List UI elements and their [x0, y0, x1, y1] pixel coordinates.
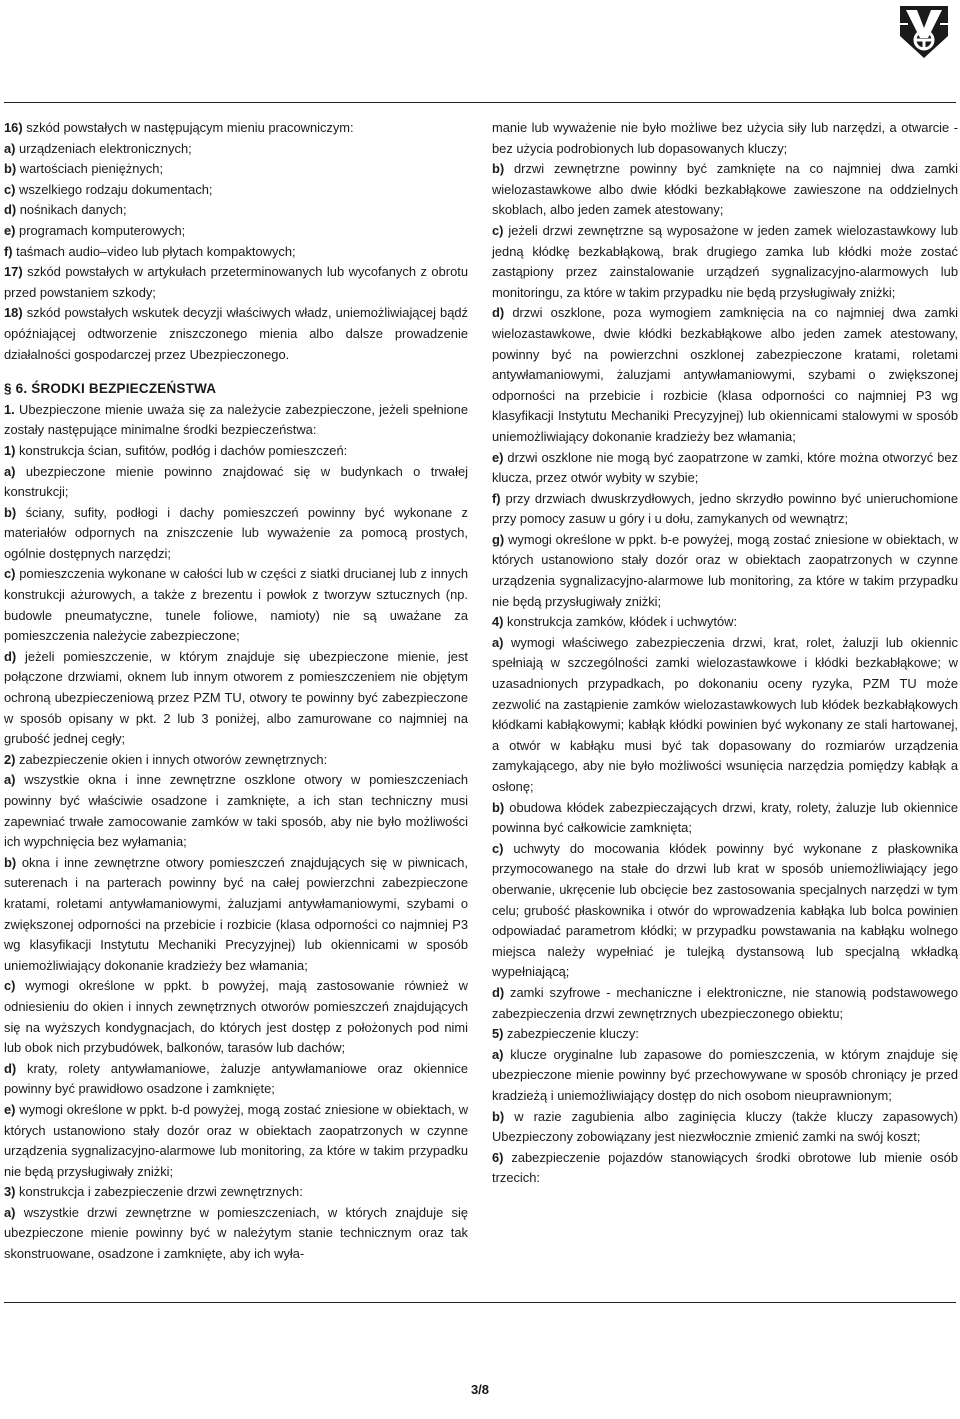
item-label: b) — [492, 1108, 505, 1124]
paragraph — [492, 633, 958, 798]
paragraph — [4, 400, 468, 441]
paragraph — [4, 853, 468, 977]
item-label: a) — [4, 463, 16, 479]
item-label: g) — [492, 531, 505, 547]
paragraph — [492, 448, 958, 489]
item-text: wszystkie drzwi zewnętrzne w pomieszczeniach, w których znajduje się ubezpieczone mienie powinny być w należytym stanie technicznym oraz tak skonstruowane, osadzone i zamknięte, aby ich wyła- — [4, 1204, 468, 1262]
item-label: a) — [492, 634, 504, 650]
section-heading: § 6. ŚRODKI BEZPIECZEŃSTWA — [4, 381, 217, 397]
item-text: wymogi właściwego zabezpieczenia drzwi, krat, rolet, żaluzji lub okiennic spełniają w szczególności zamki wielozastawkowe i kłódki bezkabłąkowe; w uzasadnionych przypadkach, po dokonaniu oceny ryzyka, PZM TU może zezwolić na zastąpienie zamków wielozastawkowych lub kłódek bezkabłąkowych kłódkami kabłąkowymi; kabłąk kłódki powinien być wykonany ze stali hartowanej, a otwór w kabłąku musi być tak dopasowany do rozmiarów urządzenia zamykającego, aby nie było możliwości wsunięcia narzędzia pomiędzy kabłąk a osłonę; — [492, 634, 958, 794]
item-text: urządzeniach elektronicznych; — [15, 140, 192, 156]
item-label: d) — [492, 984, 505, 1000]
item-text: Ubezpieczone mienie uważa się za należycie zabezpieczone, jeżeli spełnione zostały następujące minimalne środki bezpieczeństwa: — [4, 401, 468, 438]
paragraph — [492, 798, 958, 839]
item-label: d) — [4, 648, 17, 664]
item-text: taśmach audio–video lub płytach kompaktowych; — [12, 243, 296, 259]
item-label: b) — [492, 799, 505, 815]
paragraph — [4, 262, 468, 303]
item-text: wszelkiego rodzaju dokumentach; — [15, 181, 213, 197]
right-column — [492, 118, 958, 1189]
item-text: konstrukcja ścian, sufitów, podłóg i dachów pomieszczeń: — [15, 442, 348, 458]
item-label: c) — [492, 222, 504, 238]
item-text: manie lub wyważenie nie było możliwe bez użycia siły lub narzędzi, a otwarcie - bez użycia podrobionych lub dopasowanych kluczy; — [492, 120, 958, 156]
item-text: wartościach pieniężnych; — [16, 161, 164, 177]
paragraph — [492, 1024, 958, 1045]
paragraph — [4, 976, 468, 1058]
item-label: 1. — [4, 401, 15, 417]
paragraph — [4, 441, 468, 462]
item-text: zabezpieczenie pojazdów stanowiących środki obrotowe lub mienie osób trzecich: — [492, 1149, 958, 1186]
item-label: d) — [4, 202, 17, 218]
item-text: konstrukcja zamków, kłódek i uchwytów: — [503, 614, 738, 630]
item-text: wszystkie okna i inne zewnętrzne oszklone otwory w pomieszczeniach powinny być właściwie osadzone i zamknięte, a ich stan techniczny musi zapewniać trwałe zamocowanie zamków w taki sposób, aby nie było możliwości ich wypchnięcia bez wyłamania; — [4, 772, 468, 850]
paragraph — [4, 200, 468, 221]
paragraph — [492, 221, 958, 303]
item-text: zabezpieczenie kluczy: — [503, 1026, 639, 1042]
item-text: klucze oryginalne lub zapasowe do pomieszczenia, w którym znajduje się ubezpieczone mienie powinny być przechowywane w sposób chroniący je przed kradzieżą i uniemożliwiający dostęp do nich osobom nieuprawnionym; — [492, 1046, 958, 1103]
item-label: e) — [4, 222, 16, 238]
page-number: 3/8 — [470, 1382, 490, 1397]
item-label: 3) — [4, 1184, 16, 1200]
paragraph — [492, 612, 958, 633]
item-text: nośnikach danych; — [16, 202, 127, 218]
paragraph — [492, 489, 958, 530]
paragraph — [4, 118, 468, 139]
paragraph — [4, 159, 468, 180]
item-text: drzwi zewnętrzne powinny być zamknięte na co najmniej dwa zamki wielozastawkowe albo dwie kłódki bezkabłąkowe zawieszone na oddzielnych skoblach, albo jeden zamek atestowany; — [492, 161, 958, 218]
item-label: 16) — [4, 120, 23, 135]
paragraph — [4, 503, 468, 565]
item-label: 6) — [492, 1149, 504, 1165]
item-label: c) — [4, 181, 16, 197]
paragraph — [4, 139, 468, 160]
item-text: zabezpieczenie okien i innych otworów zewnętrznych: — [15, 751, 328, 767]
paragraph — [4, 221, 468, 242]
paragraph — [492, 303, 958, 447]
item-label: a) — [4, 140, 16, 156]
item-label: e) — [4, 1101, 16, 1117]
item-text: ubezpieczone mienie powinno znajdować się w budynkach o trwałej konstrukcji; — [4, 463, 468, 500]
item-label: d) — [4, 1060, 17, 1076]
header-rule — [4, 102, 956, 103]
paragraph — [492, 1148, 958, 1189]
item-label: 4) — [492, 614, 504, 630]
item-text: szkód powstałych w następującym mieniu pracowniczym: — [22, 120, 354, 135]
item-text: drzwi oszklone, poza wymogiem zamknięcia na co najmniej dwa zamki wielozastawkowe, dwie kłódki bezkabłąkowe albo jeden zamek atestowany, powinny być na powierzchni oszklonej zabezpieczone kratami, roletami antywłamaniowymi, żaluzjami antywłamaniowymi, szybami o zwiększonej odporności na przebicie i rozbicie (klasa odporności co najmniej P3 wg klasyfikacji Instytutu Mechaniki Precyzyjnej) lub okiennicami stalowymi w sposób uniemożliwiający dokonanie kradzieży bez włamania; — [492, 305, 958, 444]
paragraph — [492, 118, 958, 159]
item-label: a) — [4, 772, 16, 788]
paragraph — [4, 750, 468, 771]
item-text: wymogi określone w ppkt. b-d powyżej, mogą zostać zniesione w obiektach, w których ustanowiono stały dozór oraz w obiektach zaopatrzonych w czynne urządzenia sygnalizacyjno-alarmowe lub monitoring, za które w takim przypadku nie będą przysługiwały zniżki; — [4, 1101, 468, 1179]
item-text: w razie zagubienia albo zaginięcia kluczy (także kluczy zapasowych) Ubezpieczony zobowiązany jest niezwłocznie zmienić zamki na swój koszt; — [492, 1108, 958, 1145]
item-text: kraty, rolety antywłamaniowe, żaluzje antywłamaniowe oraz okiennice powinny być prawidłowo osadzone i zamknięte; — [4, 1060, 468, 1097]
paragraph — [492, 1045, 958, 1107]
pzm-emblem-icon — [894, 2, 954, 62]
item-label: 5) — [492, 1026, 504, 1042]
left-column — [4, 118, 468, 1265]
item-text: szkód powstałych w artykułach przeterminowanych lub wycofanych z obrotu przed powstaniem szkody; — [4, 264, 468, 300]
paragraph — [492, 839, 958, 983]
paragraph — [492, 983, 958, 1024]
item-label: b) — [4, 854, 17, 870]
item-text: jeżeli drzwi zewnętrzne są wyposażone w jeden zamek wielozastawkowy lub jedną kłódkę bezkabłąkową, brak drugiego zamka lub kłódki może zostać zastąpiony przez zainstalowanie urządzeń sygnalizacyjno-alarmowych lub monitoringu, za które w takim przypadku nie będą przysługiwały zniżki; — [492, 222, 958, 300]
item-label: a) — [4, 1204, 16, 1220]
paragraph — [492, 159, 958, 221]
paragraph — [4, 1203, 468, 1265]
paragraph — [4, 564, 468, 646]
paragraph — [4, 303, 468, 365]
paragraph — [4, 1182, 468, 1203]
item-label: 17) — [4, 264, 23, 280]
item-label: 2) — [4, 751, 16, 767]
item-label: a) — [492, 1046, 504, 1062]
item-label: c) — [4, 978, 16, 994]
paragraph — [4, 770, 468, 852]
item-label: b) — [4, 504, 17, 520]
paragraph — [492, 1107, 958, 1148]
pzm-logo — [894, 2, 954, 62]
item-text: przy drzwiach dwuskrzydłowych, jedno skrzydło powinno być unieruchomione przy pomocy zasuw u góry i u dołu, zamykanych od wewnątrz; — [492, 490, 958, 527]
item-label: b) — [4, 161, 17, 177]
item-label: 1) — [4, 442, 16, 458]
item-text: szkód powstałych wskutek decyzji właściwych władz, uniemożliwiającej bądź opóźniającej odtworzenie zniszczonego mienia albo dalsze prowadzenie działalności gospodarczej przez Ubezpieczonego. — [4, 305, 468, 362]
item-text: drzwi oszklone nie mogą być zaopatrzone w zamki, które można otworzyć bez klucza, przez otwór wybity w szybie; — [492, 449, 958, 486]
paragraph — [4, 180, 468, 201]
item-label: f) — [4, 243, 13, 259]
paragraph — [492, 530, 958, 612]
item-label: f) — [492, 490, 501, 506]
footer-rule — [4, 1302, 956, 1303]
item-label: c) — [492, 840, 504, 856]
item-text: ściany, sufity, podłogi i dachy pomieszczeń powinny być wykonane z materiałów odpornych na zniszczenie lub wyważenie za pomocą prostych, ogólnie dostępnych narzędzi; — [4, 504, 468, 561]
item-text: wymogi określone w ppkt. b-e powyżej, mogą zostać zniesione w obiektach, w których ustanowiono stały dozór oraz w obiektach zaopatrzonych w czynne urządzenia sygnalizacyjno-alarmowe lub monitoring, za które w takim przypadku nie będą przysługiwały zniżki; — [492, 531, 958, 609]
item-label: b) — [492, 161, 505, 177]
item-text: programach komputerowych; — [15, 222, 186, 238]
paragraph — [4, 242, 468, 263]
item-text: okna i inne zewnętrzne otwory pomieszczeń znajdujących się w piwnicach, suterenach i na parterach powinny być na całej powierzchni zabezpieczone kratami, roletami antywłamaniowymi, żaluzjami antywłamaniowymi, szybami o zwiększonej odporności na przebicie i rozbicie (klasa odporności co najmniej P3 wg klasyfikacji Instytutu Mechaniki Precyzyjnej) lub okiennicami w sposób uniemożliwiający dokonanie kradzieży bez włamania; — [4, 854, 468, 973]
paragraph — [4, 1100, 468, 1182]
item-label: c) — [4, 566, 16, 582]
item-text: zamki szyfrowe - mechaniczne i elektroniczne, nie stanowią podstawowego zabezpieczenia drzwi zewnętrznych ubezpieczonego obiektu; — [492, 984, 958, 1021]
item-label: e) — [492, 449, 504, 465]
item-text: obudowa kłódek zabezpieczających drzwi, kraty, rolety, żaluzje lub okiennice powinna być całkowicie zamknięta; — [492, 799, 958, 836]
paragraph — [4, 462, 468, 503]
item-text: jeżeli pomieszczenie, w którym znajduje się ubezpieczone mienie, jest połączone drzwiami, oknem lub innym otworem z pomieszczeniem nie objętym ochroną ubezpieczeniową przez PZM TU, otwory te powinny być zabezpieczone w sposób opisany w pkt. 2 lub 3 poniżej, albo zamurowane co najmniej na grubość jednej cegły; — [4, 648, 468, 747]
item-label: d) — [492, 305, 505, 321]
item-label: 18) — [4, 305, 23, 321]
item-text: pomieszczenia wykonane w całości lub w części z siatki drucianej lub z innych konstrukcji ażurowych, a także z brezentu i powłok z tworzyw sztucznych (np. budowle pneumatyczne, tunele foliowe, namioty) nie są uważane za pomieszczenia należycie zabezpieczone; — [4, 566, 468, 644]
item-text: konstrukcja i zabezpieczenie drzwi zewnętrznych: — [15, 1184, 303, 1200]
paragraph — [4, 647, 468, 750]
item-text: wymogi określone w ppkt. b powyżej, mają zastosowanie również w odniesieniu do okien i innych zewnętrznych otworów pomieszczeń znajdujących się na wyższych kondygnacjach, do których jest dostęp z położonych pod nimi lub obok nich przybudówek, balkonów, tarasów lub dachów; — [4, 978, 468, 1056]
paragraph — [4, 1059, 468, 1100]
item-text: uchwyty do mocowania kłódek powinny być wykonane z płaskownika przymocowanego na stałe do drzwi lub krat w sposób uniemożliwiający jego oberwanie, ukręcenie lub obcięcie bez zastosowania specjalnych narzędzi w tym celu; grubość płaskownika i otwór do wprowadzenia kabłąka lub bolca powinien odpowiadać parametrom kłódki; w przypadku powstawania na kabłąku wolnego miejsca należy wypełniać je tulejką dystansową lub specjalną wkładką wypełniającą; — [492, 840, 958, 980]
